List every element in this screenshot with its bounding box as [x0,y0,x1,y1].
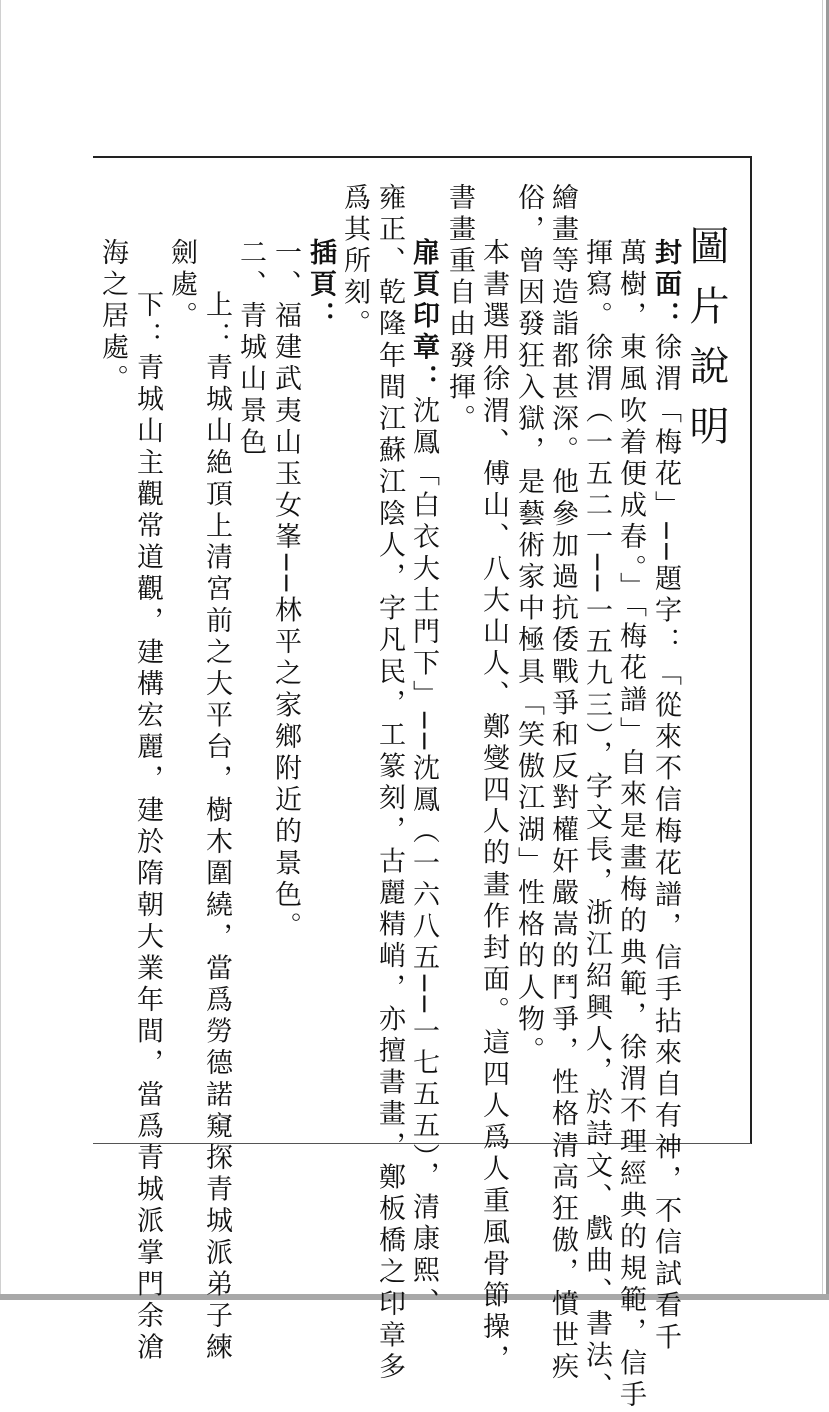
cover-line-1: 封面：徐渭「梅花」──題字：「從來不信梅花譜，信手拈來自有神，不信試看千 [650,238,681,1355]
cover-line-6: 本書選用徐渭、傅山、八大山人、鄭燮四人的畫作封面。這四人爲人重風骨節操， [478,238,509,1376]
flyleaf-label: 扉頁印章： [408,238,439,396]
top-border-rule [93,156,751,158]
flyleaf-line-3: 爲其所刻。 [339,183,370,341]
plates-label: 插頁： [305,238,336,333]
window-left-edge [0,0,1,1300]
cover-label: 封面： [650,238,681,333]
cover-line-5: 俗，曾因發狂入獄，是藝術家中極具「笑傲江湖」性格的人物。 [513,183,544,1068]
flyleaf-line-2: 雍正、乾隆年間江蘇江陰人，字凡民，工篆刻，古麗精峭，亦擅書畫，鄭板橋之印章多 [374,183,405,1384]
flyleaf-line-1: 扉頁印章：沈鳳「白衣大士門下」──沈鳳（一六八五──一七五五），清康熙、 [408,238,439,1320]
page-edge-shadow [822,0,823,1300]
plates-line-3: 上：青城山絶頂上清宮前之大平台，樹木圍繞，當爲勞德諾窺探青城派弟子練 [201,290,232,1365]
cover-line-2: 萬樹，東風吹着便成春。」「梅花譜」自來是畫梅的典範，徐渭不理經典的規範，信手 [615,238,646,1412]
plates-line-4: 劍處。 [166,238,197,333]
cover-line-3: 揮寫。徐渭（一五二一──一五九三），字文長，浙江紹興人，於詩文、戲曲、書法、 [581,238,612,1404]
plates-line-5: 下：青城山主觀常道觀，建構宏麗，建於隋朝大業年間，當爲青城派掌門余滄 [132,290,163,1365]
cover-line-4: 繪畫等造詣都甚深。他參加過抗倭戰爭和反對權奸嚴嵩的鬥爭，性格清高狂傲，憤世疾 [547,183,578,1384]
plates-line-2: 二、青城山景色 [235,238,266,460]
plates-line-1: 一、福建武夷山玉女峯──林平之家鄉附近的景色。 [270,238,301,944]
page-title: 圖片說明 [683,225,729,465]
cover-line-7: 書畫重自由發揮。 [444,183,475,436]
plates-line-6: 海之居處。 [97,238,128,396]
right-border-rule [750,156,752,1144]
